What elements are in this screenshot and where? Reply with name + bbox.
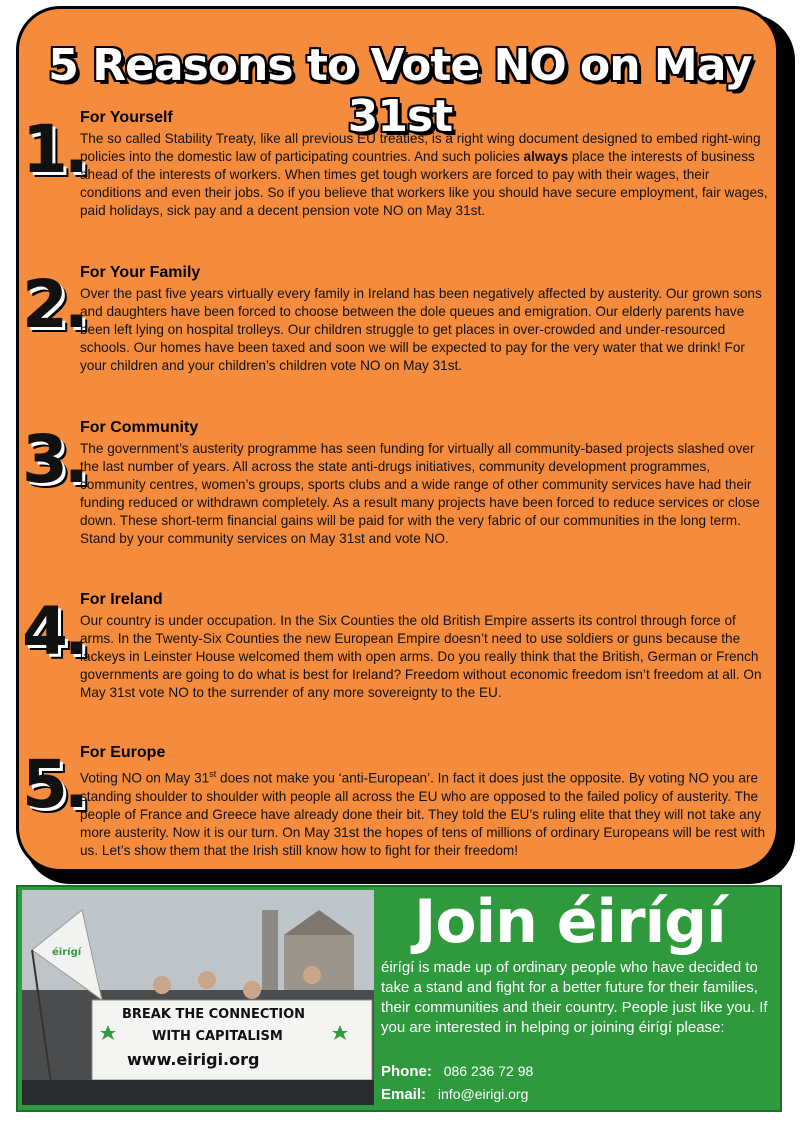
reason-text: The government’s austerity programme has seen funding for virtually all community-based projects slashed over the last number of years. All across the state anti-drugs initiatives, community development programmes, community centres, women’s groups, sports clubs and a wide range of other community services have had their funding reduced or withdrawn completely. As a result many projects have been forced to reduce services or close down. These short-term financial gains will be paid for with the very fabric of our communities in the long term. Stand by your community services on May 31st and vote NO. [80, 441, 760, 546]
reason-heading: For Europe [80, 744, 166, 761]
reason-number: 4. [22, 593, 85, 670]
reason-heading: For Community [80, 419, 199, 436]
join-title: Join éirígí [414, 887, 726, 957]
banner-line-1: BREAK THE CONNECTION [122, 1007, 306, 1022]
reason-heading: For Your Family [80, 264, 201, 281]
reason-number: 2. [22, 266, 85, 343]
banner-line-2: WITH CAPITALISM [152, 1029, 283, 1044]
reason-text: The so called Stability Treaty, like all previous EU treaties, is a right wing document designed to embed right-wing policies into the domestic law of participating countries. And such policies always place the interests of business ahead of the interests of workers. When times get tough workers are forced to pay with their wages, their conditions and even their jobs. So if you believe that workers like you should have secure employment, fair wages, paid holidays, sick pay and a decent pension vote NO on May 31st. [80, 131, 768, 218]
reason-text: Voting NO on May 31st does not make you ‘anti-European’. In fact it does just the opposite. By voting NO you are standing shoulder to shoulder with people all across the EU who are opposed to the failed policy of austerity. The people of France and Greece have already done their bit. They told the EU’s ruling elite that they will not take any more austerity. Now it is our turn. On May 31st the hopes of tens of millions of ordinary Europeans will be rest with us. Let’s show them that the Irish still know how to fight for their freedom! [80, 769, 766, 858]
banner-url: www.eirigi.org [127, 1050, 260, 1069]
flag-text: éirígí [52, 947, 82, 958]
email-label: Email: [381, 1086, 427, 1103]
emphasis: always [523, 149, 569, 164]
phone-number[interactable]: 086 236 72 98 [443, 1063, 534, 1079]
reason-number: 3. [22, 421, 85, 498]
protest-photo [22, 890, 374, 1105]
page-title: 5 Reasons to Vote NO on May 31st [48, 40, 752, 142]
phone-label: Phone: [381, 1063, 432, 1080]
reason-number: 1. [22, 111, 85, 188]
reason-text: Over the past five years virtually every family in Ireland has been negatively affected by austerity. Our grown sons and daughters have been forced to choose between the dole queues and emigration. Our elderly parents have been left lying on hospital trolleys. Our children struggle to get places in over-crowded and under-resourced schools. Our homes have been taxed and soon we will be expected to pay for the very water that we drink! For your children and your children’s children vote NO on May 31st. [80, 286, 762, 373]
join-text: éirígí is made up of ordinary people who have decided to take a stand and fight for a better future for their families, their communities and their country. People just like you. If you are interested in helping or joining éirígí please: [381, 959, 768, 1036]
phone-row [381, 1063, 533, 1080]
email-link[interactable]: info@eirigi.org [437, 1086, 529, 1102]
reason-number: 5. [22, 746, 85, 823]
reason-text: Our country is under occupation. In the Six Counties the old British Empire asserts its control through force of arms. In the Twenty-Six Counties the new European Empire doesn’t need to use soldiers or guns because the lackeys in Leinster House welcomed them with open arms. Do you really think that the British, German or French governments are going to do what is best for Ireland? Freedom without economic freedom isn’t freedom at all. On May 31st vote NO to the surrender of any more sovereignty to the EU. [80, 613, 762, 700]
protest-illustration [22, 890, 374, 1105]
reason-heading: For Ireland [80, 591, 163, 608]
email-row [381, 1086, 528, 1103]
reason-heading: For Yourself [80, 109, 173, 126]
